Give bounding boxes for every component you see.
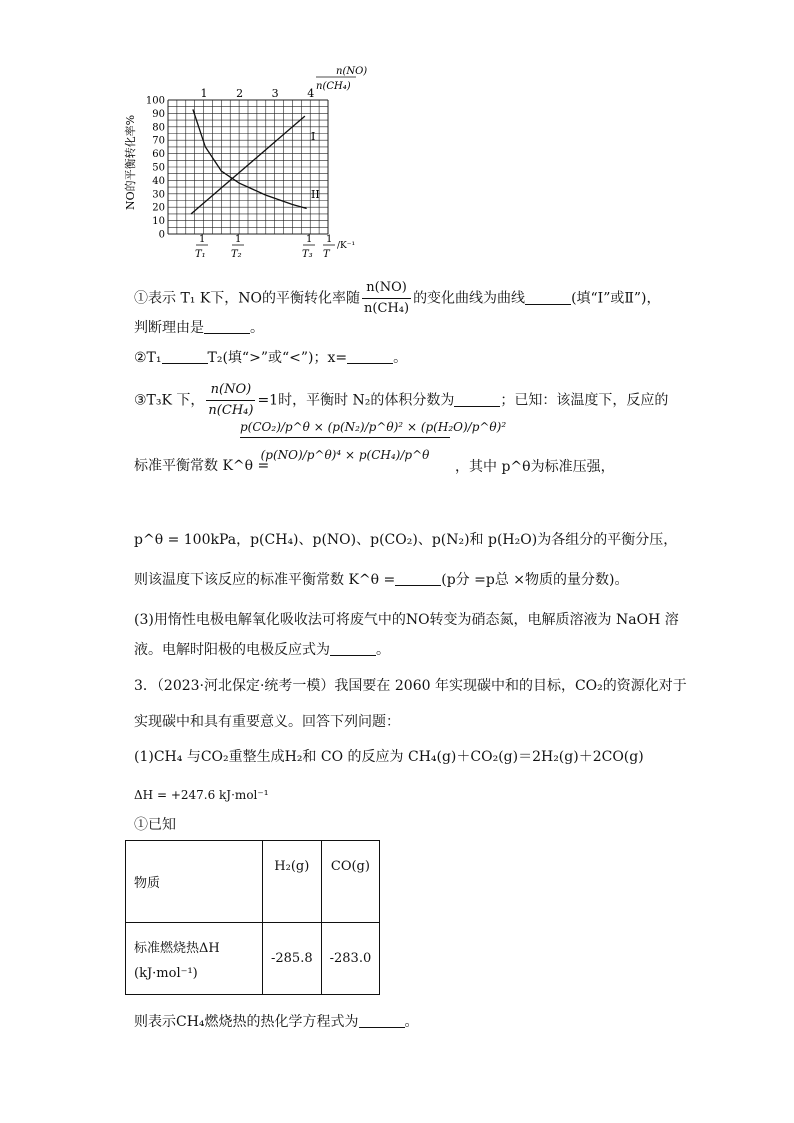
y-tick-label: 50 (152, 162, 165, 174)
y-tick-label: 20 (152, 202, 165, 214)
curve-label-II: II (311, 188, 320, 201)
svg-text:T: T (323, 249, 330, 260)
top-axis-den: n(CH₄) (316, 81, 351, 92)
top-tick-label: 2 (236, 87, 244, 100)
formula-num-3: (p(H₂O)/p^θ)² (420, 420, 507, 434)
bottom-tick-T3 (302, 234, 315, 260)
y-tick-label: 10 (152, 216, 165, 228)
q3-header-1: 3．（2023·河北保定·统考一模）我国要在 2060 年实现碳中和的目标，CO₂的资源化对于 (134, 678, 687, 694)
svg-text:/K⁻¹: /K⁻¹ (337, 241, 356, 251)
answer-blank[interactable] (330, 641, 376, 656)
q3-final-line: 则表示CH₄燃烧热的热化学方程式为 。 (134, 1014, 419, 1030)
y-tick-label: 100 (145, 95, 165, 107)
answer-blank[interactable] (359, 1013, 405, 1028)
bottom-axis-label (323, 234, 355, 260)
top-tick-label: 3 (271, 87, 279, 100)
answer-blank[interactable] (162, 349, 208, 364)
combustion-heat-table (125, 840, 380, 995)
item-2-line: ②T₁ T₂(填“>”或“<”)；x= 。 (134, 350, 408, 366)
y-tick-label: 80 (152, 122, 165, 134)
formula-den-2: p(CH₄)/p^θ (358, 448, 430, 462)
top-tick-label: 1 (200, 87, 208, 100)
bottom-tick-T2 (231, 234, 244, 260)
svg-text:T₂: T₂ (231, 249, 242, 260)
answer-blank[interactable] (347, 349, 393, 364)
table-header-substance: 物质 (126, 841, 263, 923)
item-1-line-1: ①表示 T₁ K下，NO的平衡转化率随 $\frac{n(NO)}{\text{n(CH₄)}}$ 的变化曲线为曲线 (填“Ⅰ”或Ⅱ”)， (134, 280, 661, 316)
item-3-line-3: p^θ = 100kPa，p(CH₄)、p(NO)、p(CO₂)、p(N₂)和 p(H₂O)为各组分的平衡分压， (134, 532, 678, 548)
top-axis-num: n(NO) (336, 66, 368, 77)
q3-dh: ΔH = +247.6 kJ·mol⁻¹ (134, 788, 269, 802)
formula-num-2: (p(N₂)/p^θ)² (327, 420, 404, 434)
q3-sub-1: (1)CH₄ 与CO₂重整生成H₂和 CO 的反应为 CH₄(g)＋CO₂(g)＝2H₂(g)＋2CO(g) (134, 749, 644, 765)
table-row-label: 标准燃烧热ΔH (kJ·mol⁻¹) (126, 923, 263, 995)
svg-text:1: 1 (306, 234, 313, 245)
curve-label-I: I (311, 130, 316, 143)
item-1-line-2: 判断理由是 。 (134, 320, 264, 336)
answer-blank[interactable] (204, 319, 250, 334)
q3-known: ①已知 (134, 817, 176, 833)
bottom-tick-T1 (195, 234, 208, 260)
part-3-line-2: 液。电解时阳极的电极反应式为 。 (134, 642, 390, 658)
y-tick-label: 30 (152, 189, 165, 201)
y-tick-label: 60 (152, 149, 165, 161)
svg-text:1: 1 (235, 234, 242, 245)
answer-blank[interactable] (395, 571, 441, 586)
top-tick-labels (201, 87, 315, 100)
formula-num-1: p(CO₂)/p^θ (240, 420, 310, 434)
formula-den-1: (p(NO)/p^θ)⁴ (260, 448, 342, 462)
svg-text:1: 1 (326, 234, 333, 245)
item-3-line-4: 则该温度下该反应的标准平衡常数 K^θ = (p分 =p总 ×物质的量分数)。 (134, 572, 629, 588)
table-value-h2: -285.8 (263, 923, 322, 995)
svg-text:1: 1 (199, 234, 206, 245)
part-3-line-1: (3)用惰性电极电解氧化吸收法可将废气中的NO转变为硝态氮，电解质溶液为 NaOH 溶 (134, 612, 679, 628)
k-formula: p(CO₂)/p^θ × (p(N₂)/p^θ)² × (p(H₂O)/p^θ)² (p(NO)/p^θ)⁴ × p(CH₄)/p^θ (240, 420, 507, 462)
table-header-h2: H₂(g) (263, 841, 322, 923)
y-tick-label: 0 (158, 229, 165, 241)
y-tick-labels (146, 96, 165, 241)
y-axis-label: NO的平衡转化率% (124, 114, 137, 210)
svg-text:T₃: T₃ (302, 249, 313, 260)
table-header-co: CO(g) (321, 841, 380, 923)
chart-series (191, 109, 307, 214)
item-3-line-1: ③T₃K 下， $\frac{n(NO)}{\text{n(CH₄)}}$ =1时，平衡时 N₂的体积分数为 ；已知：该温度下，反应的 (134, 382, 669, 418)
conversion-chart (120, 60, 370, 265)
y-tick-label: 40 (152, 175, 165, 187)
table-value-co: -283.0 (321, 923, 380, 995)
svg-text:T₁: T₁ (195, 249, 206, 260)
answer-blank[interactable] (525, 290, 571, 305)
y-tick-label: 70 (152, 135, 165, 147)
top-tick-label: 4 (307, 87, 315, 100)
item-3-suffix: ，其中 p^θ为标准压强， (455, 459, 615, 475)
y-tick-label: 90 (152, 108, 165, 120)
answer-blank[interactable] (454, 392, 500, 407)
item-3-line-2: 标准平衡常数 K^θ = (134, 458, 270, 474)
q3-header-2: 实现碳中和具有重要意义。回答下列问题： (134, 714, 400, 730)
